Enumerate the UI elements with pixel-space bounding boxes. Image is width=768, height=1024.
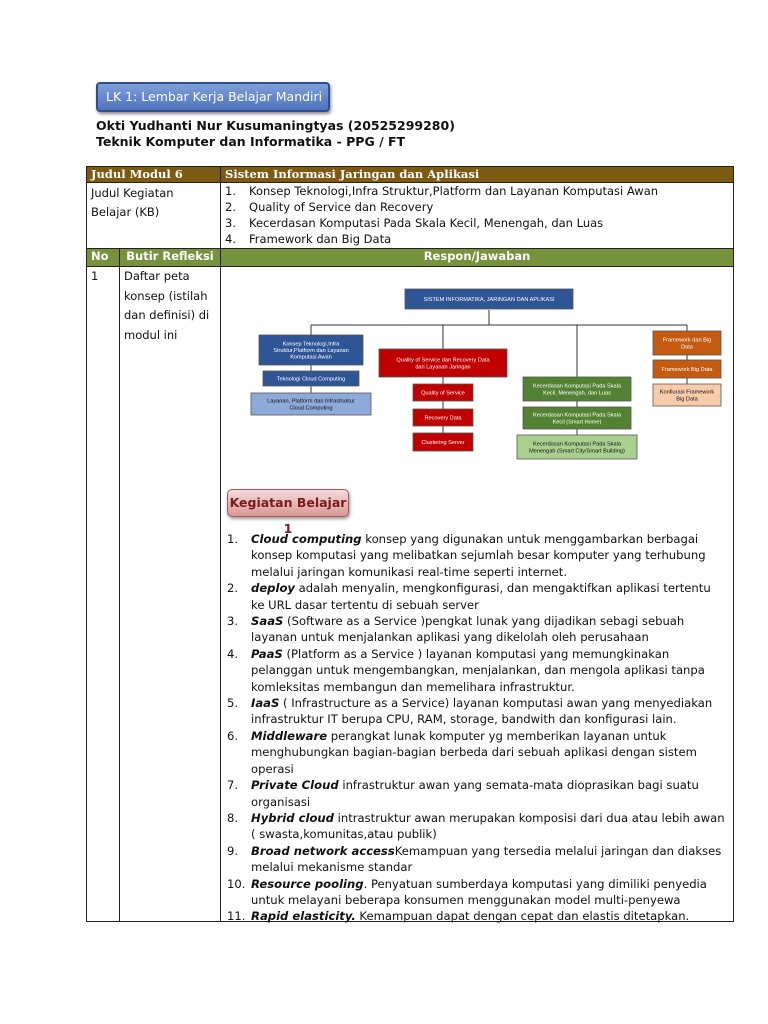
definition-number: 11. — [227, 909, 246, 924]
concept-node-label: Kecerdasan Komputasi Pada Skala Kecil (Smart Home) — [533, 412, 622, 426]
definition-text: ( Infrastructure as a Service) layanan komputasi awan yang menyediakan infrastruktur IT berupa CPU, RAM, storage, bandwith dan konfigurasi lain. — [251, 696, 713, 727]
concept-node-branch4-child-2 — [653, 384, 721, 406]
concept-node-root — [405, 289, 573, 309]
definition-number: 8. — [227, 810, 239, 825]
definition-term: Broad network access — [251, 843, 395, 858]
definition-term: Cloud computing — [251, 532, 362, 546]
definition-term: deploy — [251, 581, 295, 596]
definition-item — [227, 580, 727, 613]
definition-number: 2. — [227, 581, 239, 596]
concept-node-branch1-child-1 — [263, 371, 359, 386]
concept-node-label: Framework dan Big Data — [662, 337, 712, 351]
definition-text: (Software as a Service )pengkat lunak yang dijadikan sebagi sebuah layanan untuk menjalankan aplikasi yang dikelolah oleh perusahaan — [251, 614, 685, 645]
study-program: Teknik Komputer dan Informatika - PPG / FT — [96, 134, 406, 149]
definition-text: adalah menyalin, mengkonfigurasi, dan mengaktifkan aplikasi tertentu ke URL dasar tertentu di sebuah server — [251, 581, 711, 612]
concept-node-branch1-main — [259, 335, 363, 365]
definition-number: 1. — [227, 532, 239, 546]
kb-list — [225, 183, 729, 247]
definition-number: 5. — [227, 696, 239, 711]
definition-number: 3. — [227, 614, 239, 629]
author-block — [96, 118, 455, 150]
definition-item — [227, 908, 727, 924]
kb-item — [225, 199, 729, 215]
definition-term: IaaS — [251, 696, 280, 711]
lk-title-badge: LK 1: Lembar Kerja Belajar Mandiri — [96, 82, 330, 112]
kb-item-text: Kecerdasan Komputasi Pada Skala Kecil, Menengah, dan Luas — [249, 216, 604, 230]
kb-item-number: 1. — [225, 184, 236, 198]
concept-node-label: Framework Big Data — [661, 366, 713, 373]
concept-node-branch2-child-2 — [413, 409, 473, 426]
definition-term: PaaS — [251, 646, 283, 661]
col-butir: Butir Refleksi — [120, 249, 221, 267]
definition-text: infrastruktur awan yang semata-mata dioprasikan bagi suatu organisasi — [251, 778, 699, 809]
definition-text: perangkat lunak komputer yg memberikan layanan untuk menghubungkan bagian-bagian berbeda dari sebuah aplikasi dengan sistem operasi — [251, 728, 697, 776]
definition-number: 10. — [227, 876, 246, 891]
concept-node-branch2-child-3 — [413, 433, 473, 451]
concept-node-label: Clustering Server — [421, 439, 465, 446]
definition-text: . Penyatuan sumberdaya komputasi yang dimiliki penyedia untuk melayani beberapa konsumen menggunakan model multi-penyewa — [251, 876, 707, 907]
concept-node-label: Recovery Data — [424, 415, 462, 422]
concept-node-branch3-child-2 — [517, 435, 637, 459]
definition-text: Kemampuan yang tersedia melalui jaringan dan diakses melalui mekanisme standar — [251, 843, 722, 875]
row-number: 1 — [87, 267, 120, 922]
kb-item-number: 4. — [225, 232, 236, 246]
kb-list-cell — [221, 183, 734, 249]
kb-item — [225, 215, 729, 231]
kb-item — [225, 183, 729, 199]
concept-node-label: Konsep Teknologi,Infra Struktur,Platform dan Layanan Komputasi Awan — [273, 341, 349, 361]
definition-item — [227, 777, 727, 810]
concept-node-label: Quality of Service — [421, 390, 465, 397]
definition-term: Private Cloud — [251, 778, 339, 793]
definition-term: Middleware — [251, 728, 328, 743]
definition-item — [227, 613, 727, 646]
definition-number: 6. — [227, 728, 239, 743]
kb-item — [225, 231, 729, 247]
definition-item — [227, 843, 727, 876]
kb-item-text: Framework dan Big Data — [249, 232, 392, 246]
concept-node-label: Layanan, Platform dan Infrastruktur Cloud Computing — [267, 398, 355, 412]
kb-item-number: 2. — [225, 200, 236, 214]
definition-term: SaaS — [251, 614, 284, 629]
definition-item — [227, 531, 727, 580]
definition-term: Rapid elasticity. — [251, 909, 356, 924]
col-no: No — [87, 249, 120, 267]
definition-text: Kemampuan dapat dengan cepat dan elastis ditetapkan. — [355, 909, 690, 924]
response-cell — [221, 267, 734, 922]
concept-node-branch1-child-2 — [251, 393, 371, 415]
kb-item-number: 3. — [225, 216, 236, 230]
concept-map — [221, 267, 733, 467]
author-name: Okti Yudhanti Nur Kusumaningtyas (20525299280) — [96, 118, 455, 133]
definition-list — [227, 531, 727, 925]
modul-label: Judul Modul 6 — [87, 167, 221, 183]
definition-item — [227, 695, 727, 728]
kb-label: Judul Kegiatan Belajar (KB) — [87, 183, 221, 249]
definition-text: intrastruktur awan merupakan komposisi dari dua atau lebih awan ( swasta,komunitas,atau publik) — [251, 810, 725, 842]
concept-node-branch3-child-1 — [523, 407, 631, 429]
definition-item — [227, 876, 727, 909]
worksheet-table — [86, 166, 734, 922]
concept-node-branch4-main — [653, 331, 721, 355]
definition-term: Resource pooling — [251, 876, 364, 891]
concept-node-label: Kecerdasan Komputasi Pada Skala Menengah (Smart City/Smart Building) — [529, 441, 625, 455]
kb-item-text: Quality of Service dan Recovery — [249, 200, 434, 214]
concept-node-label: Teknologi Cloud Computing — [276, 376, 346, 383]
definition-item — [227, 728, 727, 777]
kb-item-text: Konsep Teknologi,Infra Struktur,Platform dan Layanan Komputasi Awan — [249, 184, 659, 198]
definition-number: 7. — [227, 778, 239, 793]
kegiatan-belajar-title: Kegiatan Belajar 1 — [227, 489, 349, 517]
definition-text: konsep yang digunakan untuk menggambarkan berbagai konsep komputasi yang melibatkan sejumlah besar komputer yang terhubung melalui jaringan komunikasi real-time seperti internet. — [251, 532, 706, 579]
concept-node-label: SISTEM INFORMATIKA, JARINGAN DAN APLIKASI — [423, 296, 555, 303]
concept-node-label: Kecerdasan Komputasi Pada Skala Kecil, Menengah, dan Luas — [533, 383, 622, 397]
definition-number: 4. — [227, 646, 239, 661]
concept-node-branch2-main — [379, 349, 507, 377]
concept-node-label: Quality of Service dan Recovery Data dari Layanan Jaringan — [396, 357, 490, 371]
concept-node-branch3-main — [523, 377, 631, 401]
definition-item — [227, 810, 727, 843]
modul-title: Sistem Informasi Jaringan dan Aplikasi — [221, 167, 734, 183]
concept-node-branch2-child-1 — [413, 384, 473, 401]
concept-node-label: Konfiurasi Framework Big Data — [659, 389, 715, 403]
col-respon: Respon/Jawaban — [221, 249, 734, 267]
definition-item — [227, 646, 727, 695]
concept-node-branch4-child-1 — [653, 360, 721, 378]
definition-number: 9. — [227, 843, 239, 858]
row-butir: Daftar peta konsep (istilah dan definisi) di modul ini — [120, 267, 221, 922]
definition-term: Hybrid cloud — [251, 810, 334, 825]
definition-text: (Platform as a Service ) layanan komputasi yang memungkinakan pelanggan untuk mengembangkan, menjalankan, dan mengola aplikasi tanpa komleksitas membangun dan memelihara infrastruktur. — [251, 646, 705, 694]
